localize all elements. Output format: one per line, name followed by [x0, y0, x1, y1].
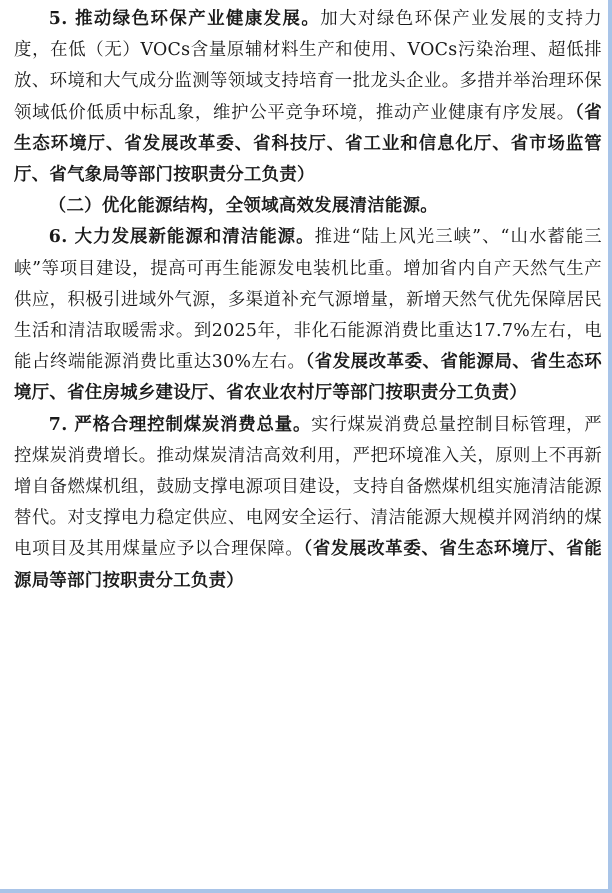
item-7-lead: 7. 严格合理控制煤炭消费总量。: [48, 414, 312, 435]
item-7-departments: （省发展改革委、省生态环境厅、省能源局等部门按职责分工负责）: [14, 539, 602, 591]
section-2-title: （二）优化能源结构，全领域高效发展清洁能源。: [48, 196, 438, 217]
item-6-departments: （省发展改革委、省能源局、省生态环境厅、省住房城乡建设厅、省农业农村厅等部门按职责分工负责）: [14, 352, 602, 404]
item-5-lead: 5. 推动绿色环保产业健康发展。: [48, 9, 321, 29]
section-heading-2: [14, 191, 602, 222]
item-7-body: 实行煤炭消费总量控制目标管理，严控煤炭消费增长。推动煤炭清洁高效利用，严把环境准入关，原则上不再新增自备燃煤机组，鼓励支撑电源项目建设，支持自备燃煤机组实施清洁能源替代。对支撑电力稳定供应、电网安全运行、清洁能源大规模并网消纳的煤电项目及其用煤量应予以合理保障。: [14, 414, 602, 560]
item-5-departments: （省生态环境厅、省发展改革委、省科技厅、省工业和信息化厅、省市场监管厅、省气象局等部门按职责分工负责）: [14, 102, 602, 186]
document-body: [14, 4, 602, 597]
paragraph-item-6: [14, 222, 602, 409]
paragraph-item-7: [14, 410, 602, 597]
item-6-body: 推进“陆上风光三峡”、“山水蓄能三峡”等项目建设，提高可再生能源发电装机比重。增加省内自产天然气生产供应，积极引进域外气源，多渠道补充气源增量，新增天然气优先保障居民生活和清洁取暖需求。到2025年，非化石能源消费比重达17.7%左右，电能占终端能源消费比重达30%左右。: [14, 227, 602, 373]
item-5-body: 加大对绿色环保产业发展的支持力度，在低（无）VOCs含量原辅材料生产和使用、VOCs污染治理、超低排放、环境和大气成分监测等领域支持培育一批龙头企业。多措并举治理环保领域低价低质中标乱象，维护公平竞争环境，推动产业健康有序发展。: [14, 9, 602, 123]
item-6-lead: 6. 大力发展新能源和清洁能源。: [48, 227, 315, 248]
paragraph-item-5: [14, 4, 602, 191]
